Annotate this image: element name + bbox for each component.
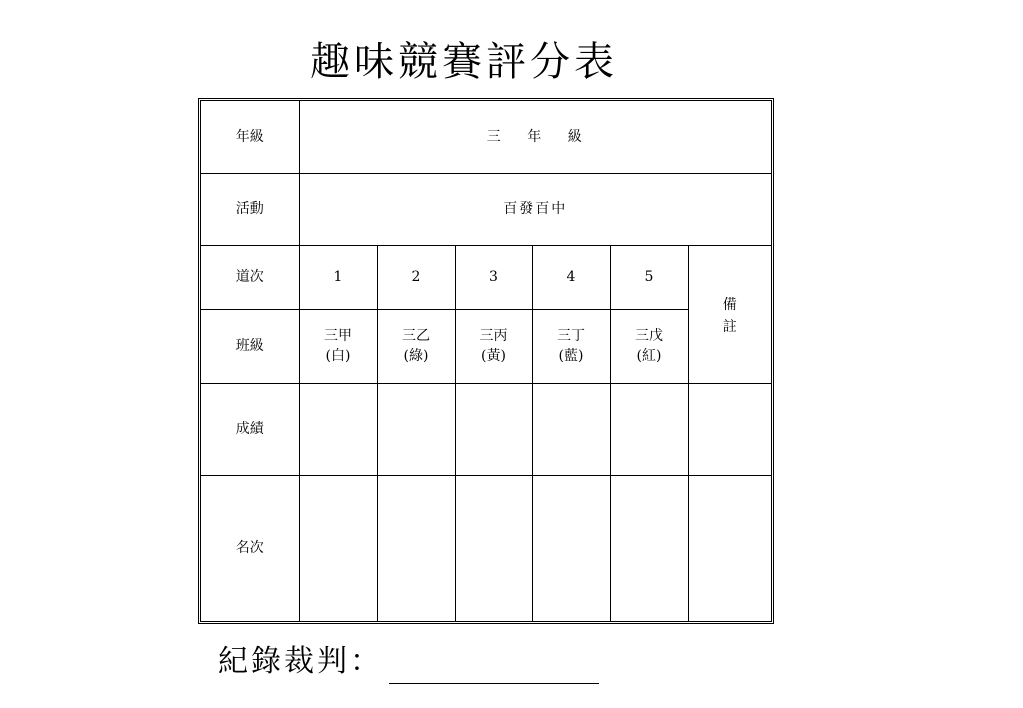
rank-row: [201, 475, 771, 621]
score-cell[interactable]: [299, 383, 377, 475]
class-name: 三丙: [479, 328, 508, 344]
activity-row: [201, 173, 771, 245]
rank-cell[interactable]: [299, 475, 377, 621]
score-cell[interactable]: [377, 383, 455, 475]
signature-line[interactable]: [389, 649, 599, 684]
rank-cell[interactable]: [455, 475, 532, 621]
class-cell: [455, 309, 532, 383]
class-name: 三戊: [635, 328, 663, 344]
score-cell[interactable]: [610, 383, 688, 475]
lane-label: 道次: [201, 245, 299, 309]
remarks-label-char: 註: [722, 318, 737, 335]
class-name: 三甲: [324, 328, 352, 344]
class-row: [201, 309, 771, 383]
recorder-label: 紀錄裁判：: [218, 644, 383, 679]
grade-value: 三 年 級: [299, 101, 771, 173]
class-cell: [299, 309, 377, 383]
class-color: (藍): [558, 348, 584, 364]
class-color: (黃): [481, 348, 506, 364]
class-cell: [610, 309, 688, 383]
recorder-signature: [218, 640, 599, 684]
class-name: 三乙: [402, 328, 430, 344]
grade-label: 年級: [201, 101, 299, 173]
rank-label: 名次: [201, 475, 299, 621]
class-color: (綠): [403, 348, 429, 364]
lane-number: 1: [299, 245, 377, 309]
class-cell: [532, 309, 610, 383]
score-sheet: [198, 98, 774, 624]
score-row: [201, 383, 771, 475]
class-cell: [377, 309, 455, 383]
rank-cell[interactable]: [377, 475, 455, 621]
lane-number: 2: [377, 245, 455, 309]
grade-row: [201, 101, 771, 173]
activity-value: 百發百中: [299, 173, 771, 245]
class-name: 三丁: [557, 328, 585, 344]
remarks-cell[interactable]: [688, 475, 771, 621]
lane-row: [201, 245, 771, 309]
page-title: 趣味競賽評分表: [310, 39, 618, 85]
score-table: [201, 101, 771, 621]
score-label: 成績: [201, 383, 299, 475]
class-label: 班級: [201, 309, 299, 383]
activity-label: 活動: [201, 173, 299, 245]
lane-number: 4: [532, 245, 610, 309]
remarks-cell[interactable]: [688, 383, 771, 475]
rank-cell[interactable]: [532, 475, 610, 621]
remarks-label-char: 備: [722, 296, 737, 313]
class-color: (白): [325, 348, 351, 364]
score-cell[interactable]: [455, 383, 532, 475]
rank-cell[interactable]: [610, 475, 688, 621]
remarks-header: [688, 245, 771, 383]
lane-number: 3: [455, 245, 532, 309]
class-color: (紅): [636, 348, 662, 364]
score-cell[interactable]: [532, 383, 610, 475]
lane-number: 5: [610, 245, 688, 309]
